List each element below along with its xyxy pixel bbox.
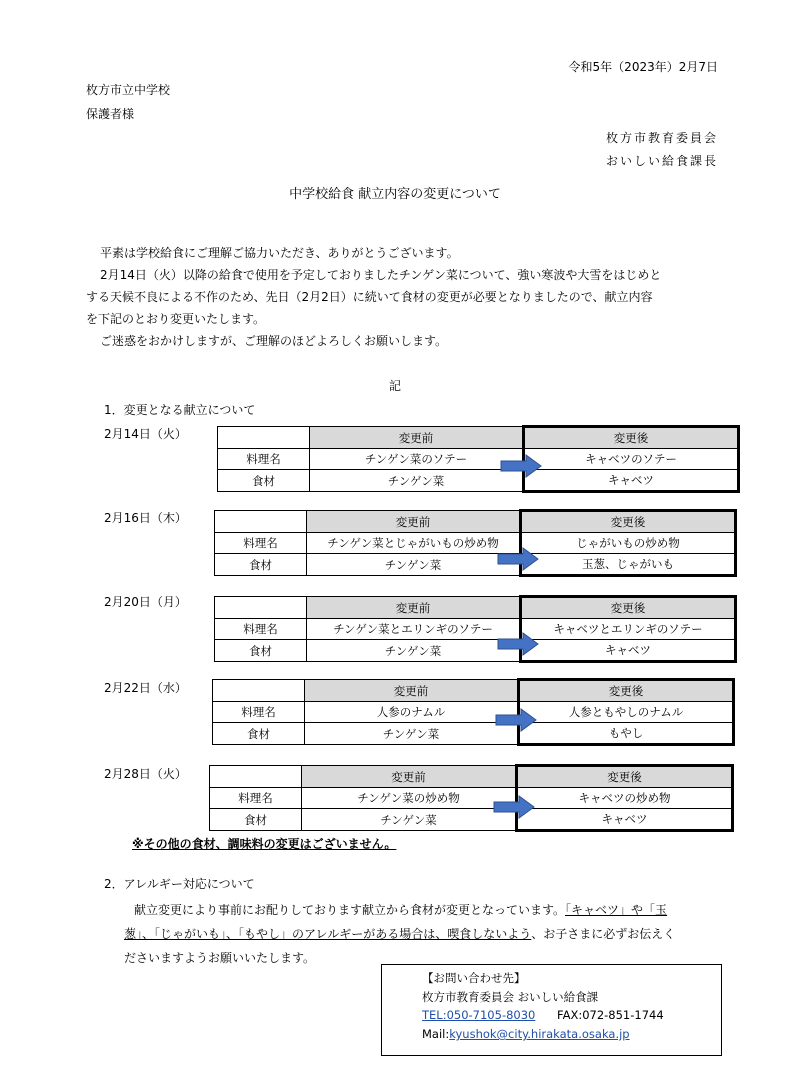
- change-arrow-icon: [497, 547, 539, 571]
- food-before: チンゲン菜: [310, 470, 524, 492]
- change-date: 2月20日（月）: [104, 595, 187, 609]
- blank-cell: [215, 511, 307, 533]
- paragraph-1: 平素は学校給食にご理解ご協力いただき、ありがとうございます。: [100, 246, 459, 260]
- blank-cell: [213, 680, 305, 702]
- contact-mail-label: Mail:: [422, 1027, 450, 1041]
- change-date: 2月28日（火）: [104, 767, 187, 781]
- row-label-food: 食材: [210, 809, 302, 831]
- blank-cell: [215, 597, 307, 619]
- change-table: [214, 509, 737, 577]
- document-title: 中学校給食 献立内容の変更について: [289, 187, 501, 202]
- recipient-line2: 保護者様: [86, 107, 135, 121]
- allergy-line2a: 葱」、「じゃがいも」、「もやし」のアレルギーがある場合は、喫食しないよう: [124, 927, 532, 941]
- row-label-dish: 料理名: [213, 702, 305, 723]
- food-after: もやし: [519, 723, 734, 745]
- row-label-dish: 料理名: [218, 449, 310, 470]
- header-before: 変更前: [307, 597, 521, 619]
- contact-fax: FAX:072-851-1744: [557, 1008, 664, 1022]
- sender-line2: おいしい給食課長: [605, 154, 718, 168]
- header-before: 変更前: [310, 427, 524, 449]
- row-label-food: 食材: [213, 723, 305, 745]
- header-after: 変更後: [524, 427, 739, 449]
- body-text: [86, 242, 716, 352]
- recipient-line1: 枚方市立中学校: [86, 83, 171, 97]
- dish-after: じゃがいもの炒め物: [521, 533, 736, 554]
- paragraph-2-line3: を下記のとおり変更いたします。: [86, 312, 266, 326]
- allergy-line2b: 、お子さまに必ずお伝えく: [531, 927, 676, 941]
- change-arrow-icon: [500, 454, 542, 478]
- change-arrow-icon: [495, 708, 537, 732]
- food-after: キャベツ: [517, 809, 733, 831]
- blank-cell: [218, 427, 310, 449]
- dish-before: チンゲン菜とじゃがいもの炒め物: [307, 533, 521, 554]
- dish-before: チンゲン菜とエリンギのソテー: [307, 619, 521, 640]
- dish-after: キャベツのソテー: [524, 449, 739, 470]
- row-label-food: 食材: [218, 470, 310, 492]
- document-date: 令和5年（2023年）2月7日: [568, 60, 718, 74]
- contact-box: [381, 964, 722, 1056]
- allergy-line1a: 献立変更により事前にお配りしております献立から食材が変更となっています。: [134, 903, 566, 917]
- contact-mail-link[interactable]: kyushok@city.hirakata.osaka.jp: [449, 1027, 630, 1041]
- change-date: 2月22日（水）: [104, 681, 187, 695]
- dish-after: 人参ともやしのナムル: [519, 702, 734, 723]
- note-text: ※その他の食材、調味料の変更はございません。: [132, 837, 397, 851]
- section1-title: 1．変更となる献立について: [104, 403, 256, 417]
- dish-before: チンゲン菜の炒め物: [302, 788, 517, 809]
- food-after: キャベツ: [524, 470, 739, 492]
- paragraph-3: ご迷惑をおかけしますが、ご理解のほどよろしくお願いします。: [100, 334, 448, 348]
- header-after: 変更後: [521, 597, 736, 619]
- header-after: 変更後: [519, 680, 734, 702]
- contact-org: 枚方市教育委員会 おいしい給食課: [422, 990, 599, 1004]
- change-date: 2月14日（火）: [104, 427, 187, 441]
- change-table: [212, 678, 735, 746]
- row-label-dish: 料理名: [215, 619, 307, 640]
- contact-tel-link[interactable]: TEL:050-7105-8030: [422, 1008, 536, 1022]
- contact-heading: 【お問い合わせ先】: [422, 971, 526, 985]
- change-arrow-icon: [493, 795, 535, 819]
- food-after: キャベツ: [521, 640, 736, 662]
- header-before: 変更前: [307, 511, 521, 533]
- ki-label: 記: [388, 379, 401, 393]
- row-label-dish: 料理名: [215, 533, 307, 554]
- paragraph-2-line2: する天候不良による不作のため、先日（2月2日）に続いて食材の変更が必要となりましたので、献立内容: [86, 290, 653, 304]
- change-date: 2月16日（木）: [104, 511, 187, 525]
- allergy-line3: ださいますようお願いいたします。: [124, 951, 316, 965]
- header-after: 変更後: [517, 766, 733, 788]
- change-table: [214, 595, 737, 663]
- row-label-food: 食材: [215, 640, 307, 662]
- food-before: チンゲン菜: [302, 809, 517, 831]
- change-table: [209, 764, 734, 832]
- header-after: 変更後: [521, 511, 736, 533]
- dish-after: キャベツとエリンギのソテー: [521, 619, 736, 640]
- allergy-line1b: 「キャベツ」や「玉: [565, 903, 668, 917]
- row-label-food: 食材: [215, 554, 307, 576]
- food-before: チンゲン菜: [307, 554, 521, 576]
- allergy-text: [124, 898, 724, 970]
- dish-before: チンゲン菜のソテー: [310, 449, 524, 470]
- dish-after: キャベツの炒め物: [517, 788, 733, 809]
- blank-cell: [210, 766, 302, 788]
- change-table: [217, 425, 740, 493]
- section2-title: 2．アレルギー対応について: [104, 877, 255, 891]
- header-before: 変更前: [302, 766, 517, 788]
- row-label-dish: 料理名: [210, 788, 302, 809]
- paragraph-2-line1: 2月14日（火）以降の給食で使用を予定しておりましたチンゲン菜について、強い寒波や大雪をはじめと: [100, 268, 662, 282]
- food-before: チンゲン菜: [307, 640, 521, 662]
- change-arrow-icon: [497, 632, 539, 656]
- food-before: チンゲン菜: [305, 723, 519, 745]
- food-after: 玉葱、じゃがいも: [521, 554, 736, 576]
- dish-before: 人参のナムル: [305, 702, 519, 723]
- header-before: 変更前: [305, 680, 519, 702]
- sender-line1: 枚方市教育委員会: [605, 131, 718, 145]
